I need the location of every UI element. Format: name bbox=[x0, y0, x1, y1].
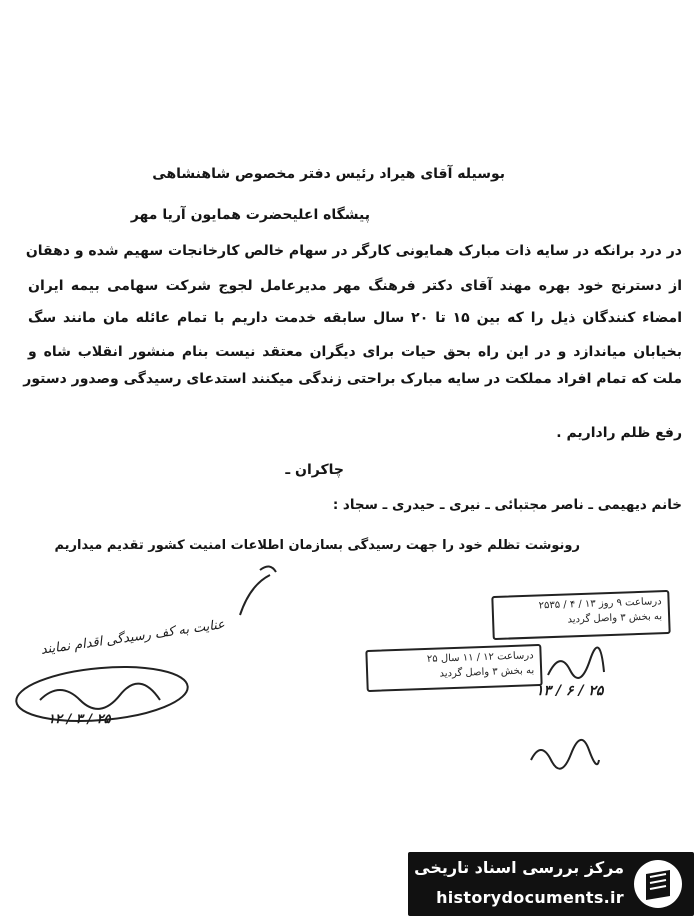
body-line-5: ملت که تمام افراد مملکت در سایه مبارک براحتی زندگی میکنند استدعای رسیدگی وصدور دستور bbox=[23, 371, 682, 387]
archive-logo-icon bbox=[632, 858, 684, 910]
address-line: بوسیله آقای هیراد رئیس دفتر مخصوص شاهنشاهی bbox=[152, 166, 505, 182]
receipt-stamp-1 bbox=[491, 590, 670, 640]
body-line-4: بخیابان میاندازد و در این راه بحق حیات برای دیگران معتقد نیست بنام منشور انقلاب شاه و bbox=[28, 344, 682, 360]
handwritten-note: عنایت به کف رسیدگی اقدام نمایند bbox=[39, 617, 226, 658]
handwritten-date-right: ۲۵ / ۶ / ۱۳ bbox=[536, 683, 604, 699]
handwritten-date-left: ۲۵ / ۳ / ۱۲ bbox=[48, 712, 111, 727]
stamp-2-line-2: به بخش ۳ واصل گردید bbox=[439, 665, 535, 680]
copy-note: رونوشت تظلم خود را جهت رسیدگی بسازمان اطلاعات امنیت کشور تقدیم میداریم bbox=[54, 538, 580, 553]
handwritten-initials-right bbox=[540, 645, 610, 685]
stamp-2-line-1: درساعت ۱۲ / ۱۱ سال ۲۵ bbox=[426, 650, 534, 665]
handwritten-scribble-top bbox=[200, 560, 290, 620]
body-line-2: از دسترنج خود بهره مهند آقای دکتر فرهنگ مهر مدیرعامل لجوج شرکت سهامی بیمه ایران bbox=[28, 278, 682, 294]
footer-url: historydocuments.ir bbox=[436, 888, 624, 907]
archive-footer bbox=[408, 852, 694, 916]
body-line-6: رفع ظلم راداریم . bbox=[556, 425, 682, 441]
salutation: پیشگاه اعلیحضرت همایون آریا مهر bbox=[130, 207, 370, 223]
footer-title: مرکز بررسی اسناد تاریخی bbox=[414, 858, 624, 877]
stamp-1-line-2: به بخش ۳ واصل گردید bbox=[567, 611, 663, 626]
closing: چاکران ـ bbox=[285, 462, 344, 478]
handwritten-signature-bottom bbox=[525, 732, 605, 772]
stamp-1-line-1: درساعت ۹ روز ۱۳ / ۴ / ۲۵۳۵ bbox=[538, 596, 662, 612]
body-line-1: در درد برانکه در سایه ذات مبارک همایونی کارگر در سهام خالص کارخانجات سهیم شده و دهقان bbox=[25, 243, 682, 259]
receipt-stamp-2 bbox=[365, 644, 542, 692]
body-line-3: امضاء کنندگان ذیل را که بین ۱۵ تا ۲۰ سال سابقه خدمت داریم با تمام عائله مان مانند سگ bbox=[28, 310, 682, 326]
signatories: خانم دیهیمی ـ ناصر مجتبائی ـ نیری ـ حیدری ـ سجاد : bbox=[332, 497, 682, 513]
